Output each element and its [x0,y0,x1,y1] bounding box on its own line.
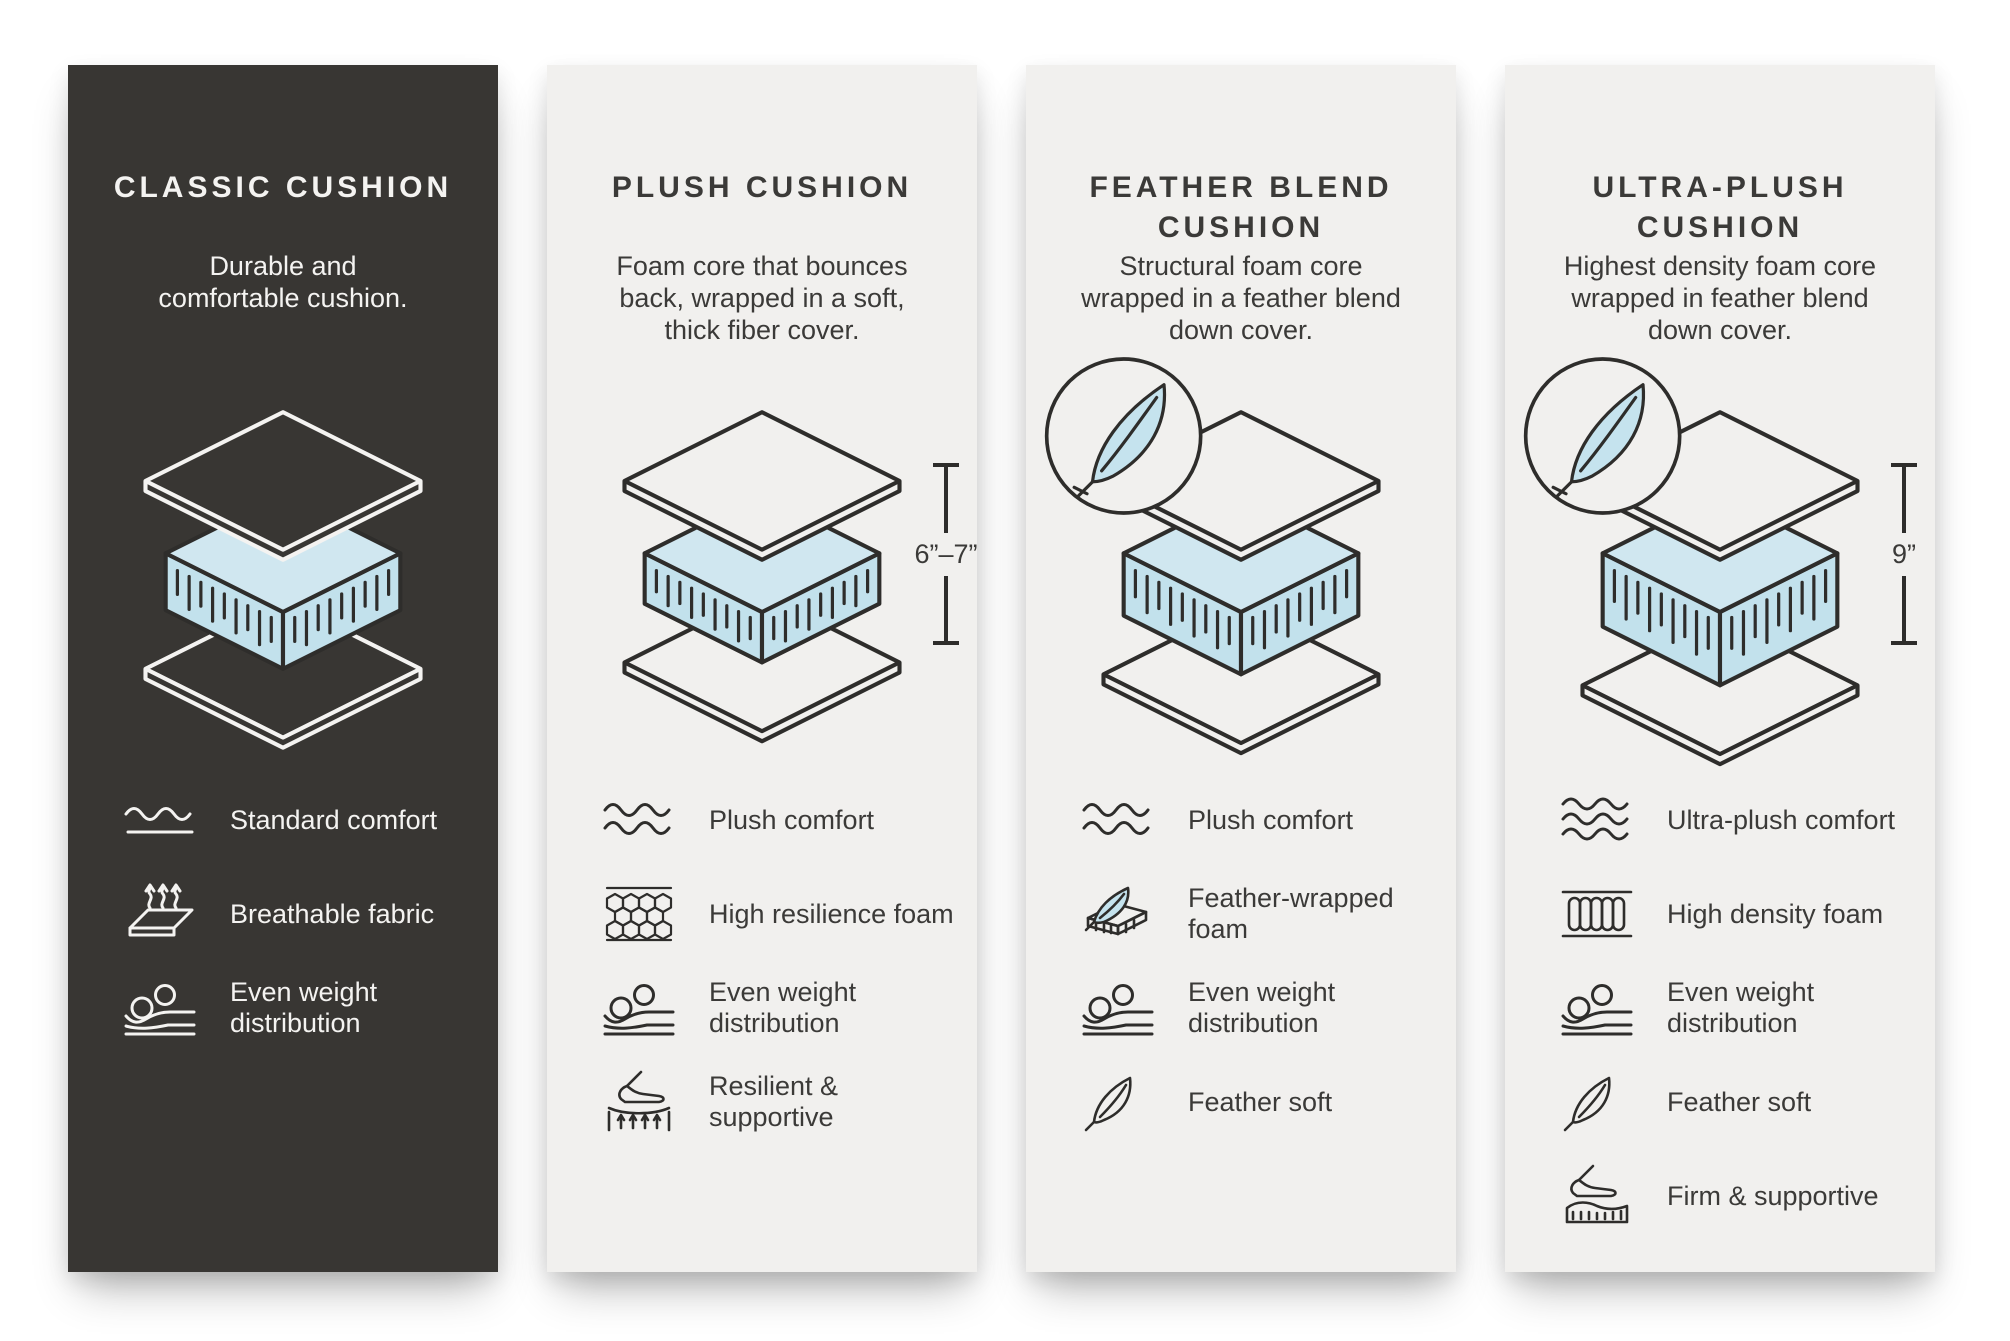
feature-label: High resilience foam [709,898,954,929]
ruler-bottom-cap [933,641,959,645]
cushion-layers-diagram [1555,357,1885,779]
feature-item [1076,882,1434,946]
feather-icon [1555,1070,1639,1134]
wave-double-icon [1076,788,1160,852]
feature-item [1076,1070,1434,1134]
weight-distribution-icon [1076,976,1160,1040]
feature-label: Even weight distribution [230,977,378,1038]
feature-item [1555,788,1913,852]
panel-title: CLASSIC CUSHION [113,170,453,204]
top-cover-layer [146,412,421,560]
wave-double-icon [597,788,681,852]
feature-item [118,976,476,1040]
panel-title: PLUSH CUSHION [611,170,913,204]
ruler-bottom-cap [1891,641,1917,645]
feature-item [1555,882,1913,946]
feature-label: Feather soft [1188,1086,1333,1117]
weight-distribution-icon [118,976,202,1040]
cushion-layers-diagram [118,357,448,779]
wave-triple-icon [1555,788,1639,852]
feature-list [1555,788,1913,1258]
cushion-layers-diagram [1076,357,1406,779]
panel-title: ULTRA-PLUSH CUSHION [1592,170,1848,244]
foot-mattress-icon [1555,1164,1639,1228]
panel-title: FEATHER BLEND CUSHION [1089,170,1393,244]
panel-ultra-plush-cushion [1505,65,1935,1272]
cushion-illustration [547,345,977,795]
feature-label: Even weight distribution [709,977,857,1038]
feature-label: Feather soft [1667,1086,1812,1117]
height-ruler [915,463,977,645]
feature-item [1555,976,1913,1040]
feature-list [1076,788,1434,1164]
feature-item [1555,1164,1913,1228]
feature-list [118,788,476,1070]
height-ruler [1873,463,1935,645]
height-measurement: 6”–7” [914,538,978,569]
feature-label: Ultra-plush comfort [1667,804,1896,835]
cushion-illustration [68,345,498,795]
feather-icon [1076,1070,1160,1134]
panel-classic-cushion [68,65,498,1272]
wave-icon [118,788,202,852]
feature-item [597,976,955,1040]
ruler-line [944,467,948,533]
top-cover-layer [625,412,900,560]
feature-label: Plush comfort [709,804,875,835]
feature-item [1076,788,1434,852]
feature-label: Breathable fabric [230,898,435,929]
ruler-line [944,576,948,642]
panel-description: Structural foam core wrapped in a feather blend down cover. [1081,251,1401,345]
foam-tubes-icon [1555,882,1639,946]
feature-label: Resilient & supportive [709,1071,839,1132]
feature-label: Feather-wrapped foam [1188,883,1394,944]
panel-feather-blend-cushion [1026,65,1456,1272]
feather-badge [1526,359,1680,513]
feature-item [118,882,476,946]
feature-item [597,882,955,946]
feature-item [597,1070,955,1134]
feature-label: Firm & supportive [1667,1180,1879,1211]
height-measurement: 9” [1891,538,1916,569]
feature-item [597,788,955,852]
breathable-icon [118,882,202,946]
weight-distribution-icon [597,976,681,1040]
feature-item [1076,976,1434,1040]
panel-description: Durable and comfortable cushion. [158,251,408,313]
feature-label: Even weight distribution [1188,977,1336,1038]
cushion-illustration [1026,345,1456,795]
ruler-line [1902,576,1906,642]
feature-list [597,788,955,1164]
honeycomb-foam-icon [597,882,681,946]
panel-plush-cushion [547,65,977,1272]
ruler-line [1902,467,1906,533]
panel-description: Foam core that bounces back, wrapped in a soft, thick fiber cover. [616,251,908,345]
feature-label: High density foam [1667,898,1884,929]
feature-label: Plush comfort [1188,804,1354,835]
panel-description: Highest density foam core wrapped in feather blend down cover. [1563,251,1877,345]
feature-label: Standard comfort [230,804,438,835]
feature-item [118,788,476,852]
feature-item [1555,1070,1913,1134]
cushion-layers-diagram [597,357,927,779]
weight-distribution-icon [1555,976,1639,1040]
foot-pressure-icon [597,1070,681,1134]
cushion-illustration [1505,345,1935,795]
feather-foam-icon [1076,882,1160,946]
feature-label: Even weight distribution [1667,977,1815,1038]
feather-badge [1047,359,1201,513]
